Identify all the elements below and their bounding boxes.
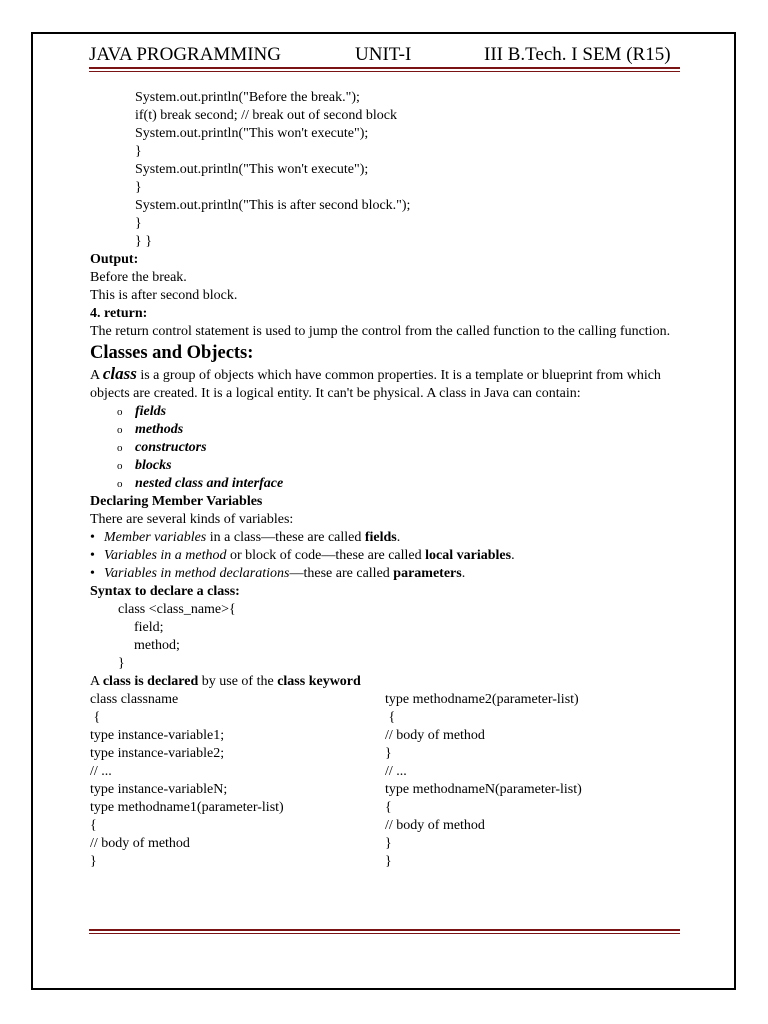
code-line: } <box>385 746 392 761</box>
classes-intro: A class is a group of objects which have common properties. It is a template or blueprint from which objects are created. It is a logical entity. It can't be physical. A class in Java can contain: <box>90 364 661 401</box>
list-item: o fields <box>117 404 167 419</box>
output-line: Before the break. <box>90 270 187 285</box>
class-contents-list <box>90 403 680 493</box>
code-line: System.out.println("Before the break."); <box>135 90 360 105</box>
header-semester: III B.Tech. I SEM (R15) <box>484 44 671 65</box>
code-line: if(t) break second; // break out of second block <box>135 108 398 123</box>
code-line: System.out.println("This won't execute"); <box>135 162 369 177</box>
code-line: class classname <box>90 692 179 707</box>
output-heading: Output: <box>90 252 139 267</box>
code-line: // body of method <box>385 728 485 743</box>
list-item: • Variables in method declarations—these are called parameters. <box>90 566 466 581</box>
page-content <box>90 89 680 871</box>
bullet-icon: • <box>90 548 95 563</box>
right-code-column <box>385 691 680 871</box>
return-heading: 4. return: <box>90 306 148 321</box>
syntax-heading: Syntax to declare a class: <box>90 584 240 599</box>
code-line: type instance-variableN; <box>90 782 228 797</box>
code-line: System.out.println("This is after second block."); <box>135 198 411 213</box>
circle-bullet-icon: o <box>117 442 123 454</box>
class-structure-columns <box>90 691 680 871</box>
code-line: type instance-variable1; <box>90 728 225 743</box>
list-item: o nested class and interface <box>117 476 284 491</box>
code-line: // ... <box>385 764 407 779</box>
list-item: o blocks <box>117 458 172 473</box>
class-keyword: class <box>102 364 137 383</box>
code-line: field; <box>134 620 164 635</box>
code-line: type methodname2(parameter-list) <box>385 692 579 707</box>
list-item: o constructors <box>117 440 207 455</box>
code-line: // body of method <box>90 836 190 851</box>
code-line: { <box>90 710 101 725</box>
member-vars-heading: Declaring Member Variables <box>90 494 263 509</box>
code-line: // ... <box>90 764 112 779</box>
circle-bullet-icon: o <box>117 424 123 436</box>
code-block <box>90 89 680 251</box>
code-line: } <box>135 144 142 159</box>
circle-bullet-icon: o <box>117 406 123 418</box>
header-subject: JAVA PROGRAMMING <box>89 44 281 65</box>
code-line: } } <box>135 234 152 249</box>
list-item: • Variables in a method or block of code—these are called local variables. <box>90 548 515 563</box>
code-line: { <box>90 818 97 833</box>
list-item: o methods <box>117 422 184 437</box>
list-item: • Member variables in a class—these are called fields. <box>90 530 401 545</box>
header-rule <box>89 67 680 72</box>
code-line: { <box>385 710 396 725</box>
code-line: System.out.println("This won't execute"); <box>135 126 369 141</box>
classes-heading: Classes and Objects: <box>90 343 254 363</box>
code-line: type methodname1(parameter-list) <box>90 800 284 815</box>
code-line: } <box>135 216 142 231</box>
code-line: } <box>385 836 392 851</box>
return-text: The return control statement is used to jump the control from the called function to the calling function. <box>90 324 671 339</box>
code-line: type methodnameN(parameter-list) <box>385 782 582 797</box>
class-declared-text: A class is declared by use of the class keyword <box>90 674 361 689</box>
code-line: method; <box>134 638 180 653</box>
code-line: class <class_name>{ <box>118 602 236 617</box>
syntax-block <box>90 601 680 673</box>
code-line: type instance-variable2; <box>90 746 225 761</box>
circle-bullet-icon: o <box>117 478 123 490</box>
footer-rule <box>89 929 680 934</box>
code-line: // body of method <box>385 818 485 833</box>
output-line: This is after second block. <box>90 288 238 303</box>
bullet-icon: • <box>90 566 95 581</box>
code-line: } <box>385 854 392 869</box>
code-line: } <box>118 656 125 671</box>
circle-bullet-icon: o <box>117 460 123 472</box>
bullet-icon: • <box>90 530 95 545</box>
page-header <box>89 44 680 66</box>
variable-kinds-list <box>90 529 680 583</box>
code-line: } <box>135 180 142 195</box>
left-code-column <box>90 691 385 871</box>
header-unit: UNIT-I <box>355 44 412 65</box>
code-line: } <box>90 854 97 869</box>
code-line: { <box>385 800 392 815</box>
member-vars-intro: There are several kinds of variables: <box>90 512 294 527</box>
